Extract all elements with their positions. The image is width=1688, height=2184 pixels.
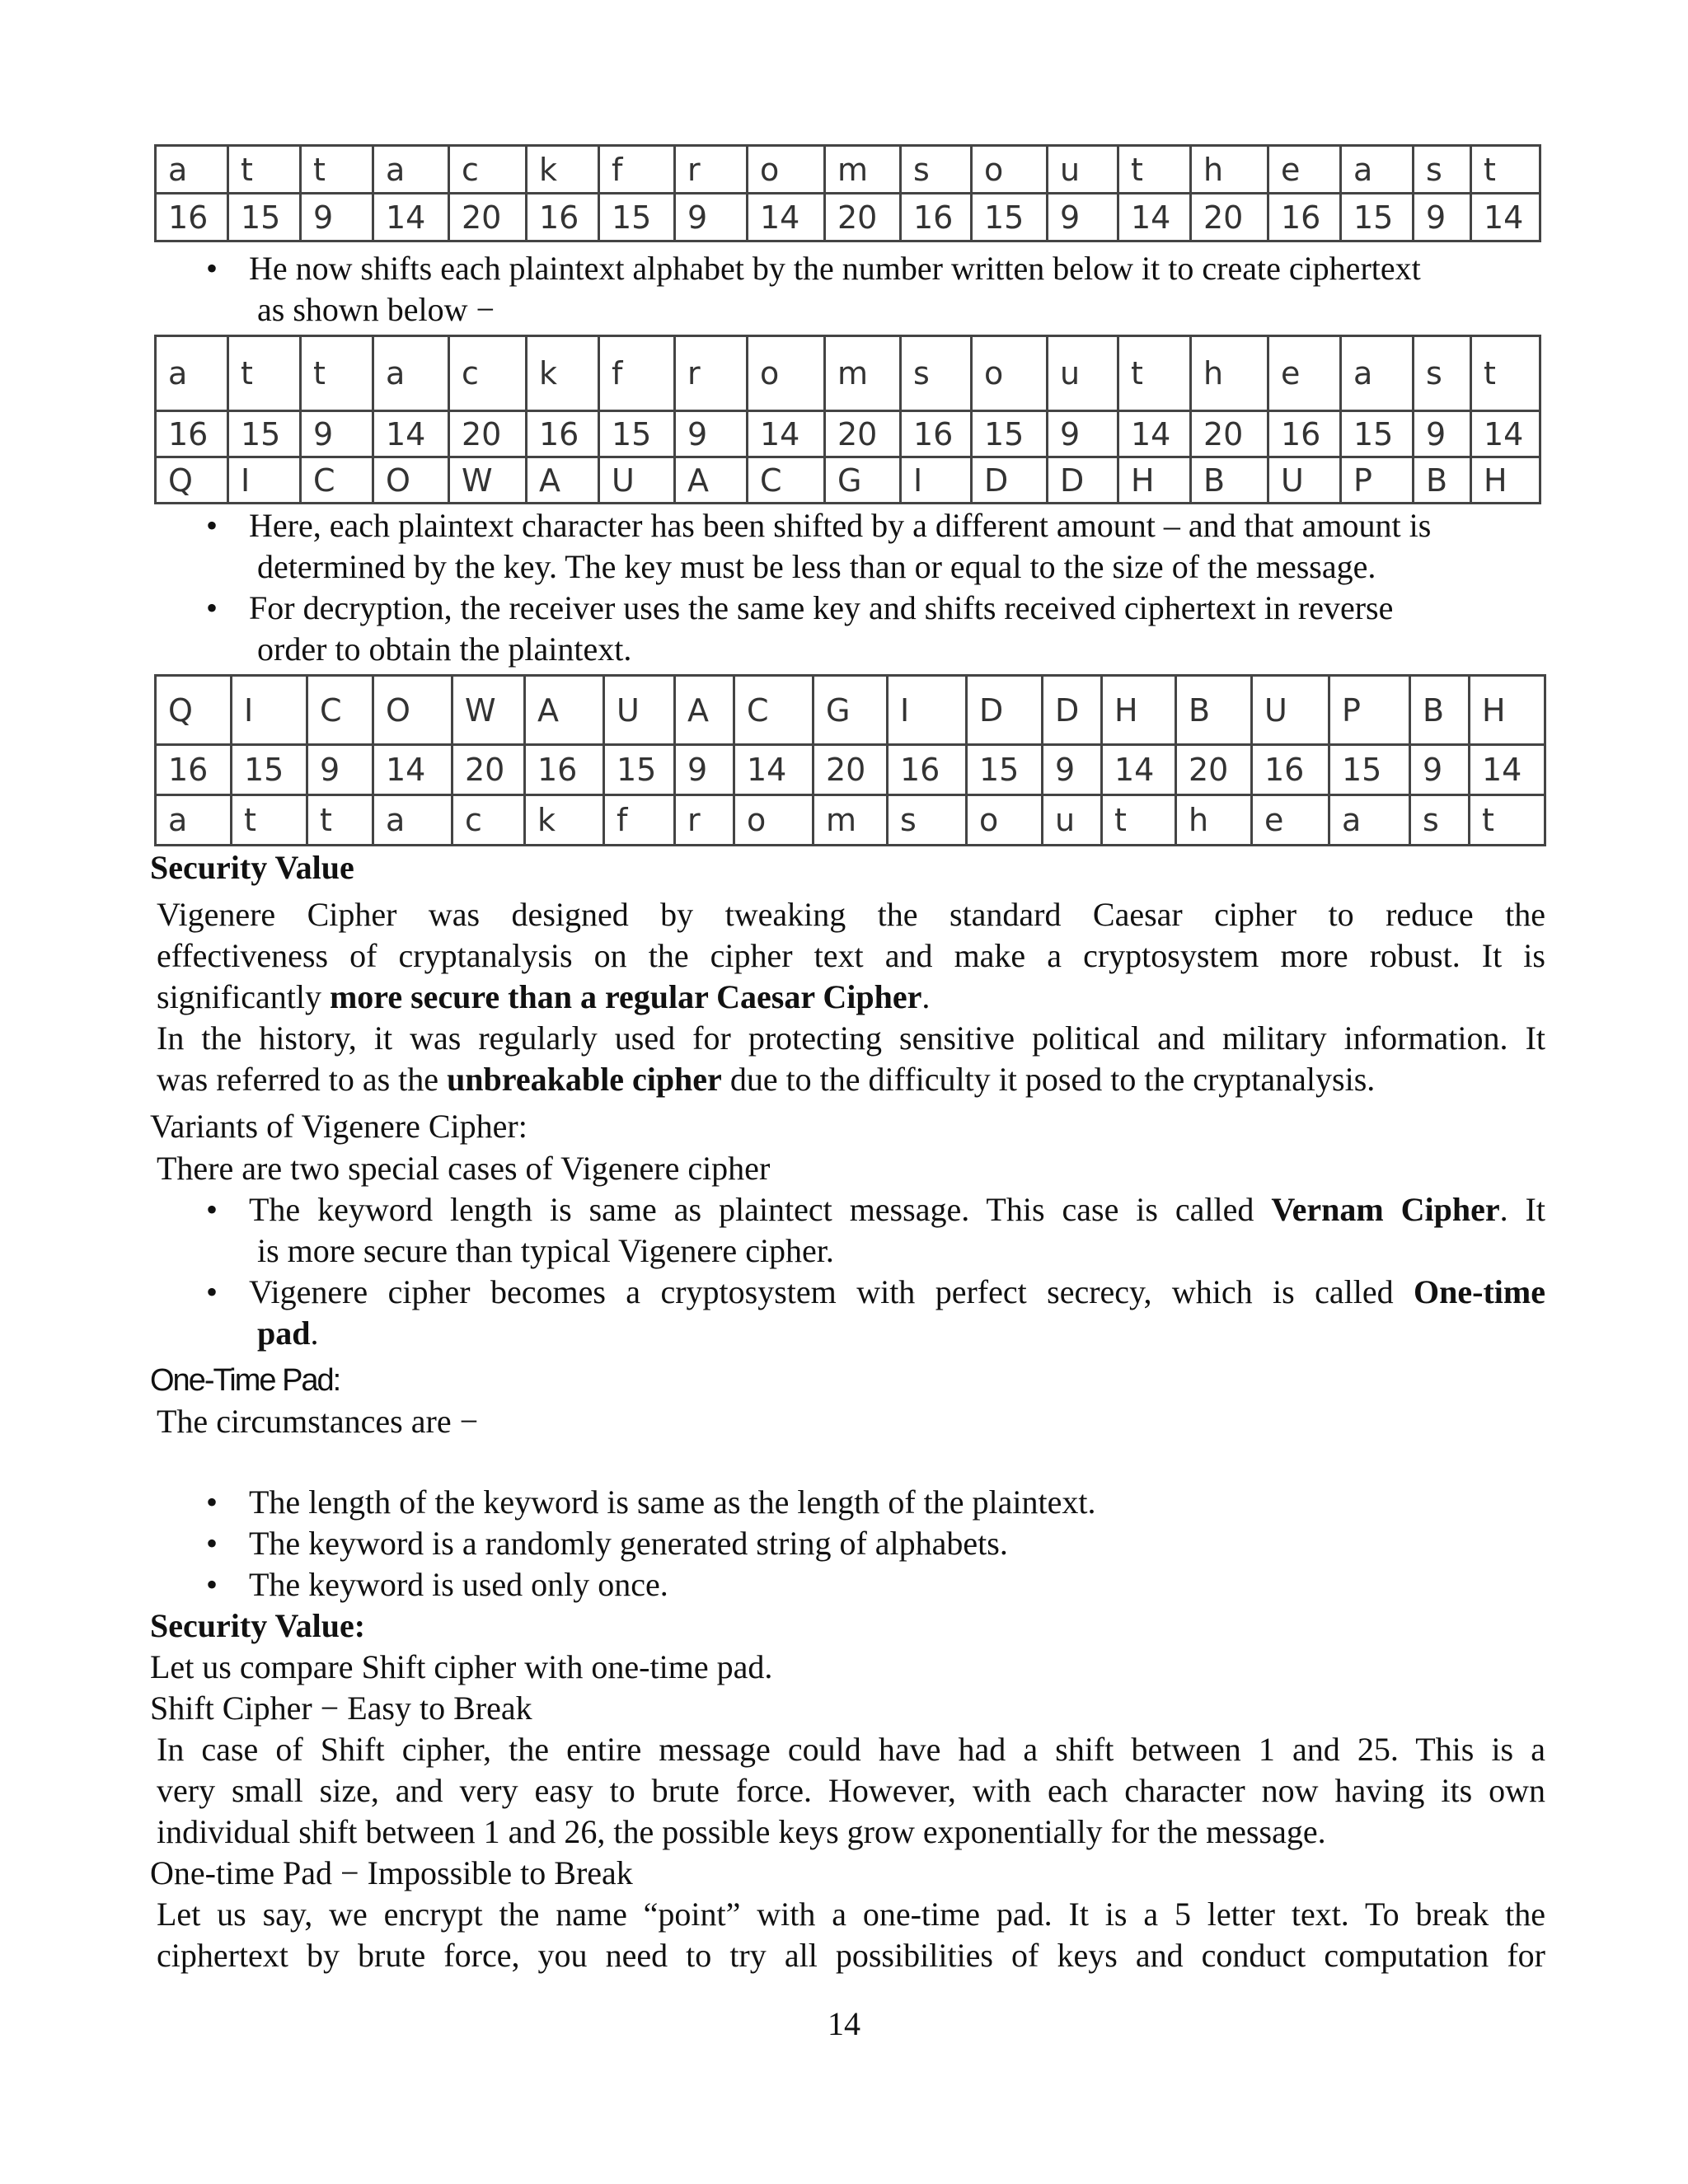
text-line: He now shifts each plaintext alphabet by the number written below it to create ciphertext <box>249 250 1421 287</box>
otp-intro: The circumstances are − <box>157 1403 479 1440</box>
text-line: determined by the key. The key must be less than or equal to the size of the message. <box>257 548 1376 585</box>
plaintext-row <box>156 146 1540 194</box>
key-number-cell: 16 <box>525 745 604 795</box>
plaintext-cell: e <box>1252 795 1329 846</box>
key-number-cell: 14 <box>373 194 449 241</box>
key-number-cell: 20 <box>1191 194 1268 241</box>
text-fragment: Vigenere cipher becomes a cryptosystem with perfect secrecy, which is called <box>249 1273 1414 1310</box>
shift-cipher-heading: Shift Cipher − Easy to Break <box>150 1690 532 1727</box>
ciphertext-cell: C <box>734 676 814 745</box>
key-number-cell: 9 <box>1414 411 1471 457</box>
key-number-cell: 15 <box>232 745 307 795</box>
bold-phrase: pad <box>257 1315 311 1352</box>
plaintext-cell: t <box>228 146 301 194</box>
ciphertext-cell: O <box>373 457 449 504</box>
bullet-icon: • <box>206 1483 218 1521</box>
plaintext-cell: u <box>1048 336 1118 411</box>
text-line: Vigenere Cipher was designed by tweaking the standard Caesar cipher to reduce the <box>157 896 1545 933</box>
compare-intro: Let us compare Shift cipher with one-time pad. <box>150 1648 773 1685</box>
plaintext-cell: f <box>599 336 675 411</box>
text-line: ciphertext by brute force, you need to try all possibilities of keys and conduct computation for <box>157 1937 1545 1974</box>
key-number-cell: 9 <box>675 411 748 457</box>
plaintext-cell: e <box>1268 336 1341 411</box>
bold-phrase: unbreakable cipher <box>447 1061 722 1098</box>
bullet-icon: • <box>206 250 218 287</box>
plaintext-cell: u <box>1043 795 1102 846</box>
key-number-cell: 15 <box>1341 411 1414 457</box>
section-heading-one-time-pad: One-Time Pad: <box>150 1363 340 1398</box>
text-line: The length of the keyword is same as the length of the plaintext. <box>249 1483 1096 1521</box>
key-number-cell: 16 <box>1268 194 1341 241</box>
key-number-cell: 20 <box>449 411 527 457</box>
ciphertext-cell: W <box>452 676 525 745</box>
plaintext-cell: t <box>1471 146 1540 194</box>
plaintext-row <box>156 795 1545 846</box>
plaintext-cell: t <box>301 146 373 194</box>
plaintext-cell: t <box>301 336 373 411</box>
key-number-cell: 14 <box>1471 194 1540 241</box>
key-number-cell: 15 <box>599 194 675 241</box>
plaintext-cell: e <box>1268 146 1341 194</box>
plaintext-cell: a <box>156 795 232 846</box>
key-number-cell: 14 <box>373 745 452 795</box>
ciphertext-cell: D <box>967 676 1043 745</box>
key-number-cell: 14 <box>1118 411 1191 457</box>
text-fragment: . It <box>1499 1191 1545 1228</box>
text-line: Here, each plaintext character has been shifted by a different amount – and that amount is <box>249 507 1432 544</box>
ciphertext-cell: B <box>1410 676 1470 745</box>
decrypt-table-3 <box>154 674 1546 846</box>
ciphertext-cell: A <box>675 676 734 745</box>
key-number-cell: 16 <box>156 411 228 457</box>
key-number-cell: 20 <box>1176 745 1252 795</box>
plaintext-cell: a <box>1341 336 1414 411</box>
section-heading-variants: Variants of Vigenere Cipher: <box>150 1108 528 1145</box>
plaintext-cell: m <box>825 336 901 411</box>
key-number-cell: 14 <box>373 411 449 457</box>
plaintext-cell: o <box>972 336 1048 411</box>
plaintext-cell: r <box>675 795 734 846</box>
bullet-icon: • <box>206 1525 218 1562</box>
key-number-cell: 9 <box>1048 194 1118 241</box>
key-number-row <box>156 745 1545 795</box>
plaintext-cell: t <box>1118 336 1191 411</box>
plaintext-cell: t <box>232 795 307 846</box>
key-number-cell: 9 <box>1410 745 1470 795</box>
plaintext-cell: f <box>604 795 675 846</box>
plaintext-cell: r <box>675 146 748 194</box>
key-number-cell: 9 <box>301 194 373 241</box>
plaintext-cell: s <box>1414 146 1471 194</box>
plaintext-row <box>156 336 1540 411</box>
text-fragment: significantly <box>157 978 330 1015</box>
key-number-cell: 15 <box>967 745 1043 795</box>
ciphertext-cell: U <box>604 676 675 745</box>
otp-impossible-heading: One-time Pad − Impossible to Break <box>150 1854 633 1891</box>
key-number-cell: 9 <box>307 745 373 795</box>
ciphertext-cell: I <box>228 457 301 504</box>
ciphertext-cell: H <box>1471 457 1540 504</box>
key-number-cell: 14 <box>1118 194 1191 241</box>
plaintext-cell: t <box>307 795 373 846</box>
key-number-cell: 20 <box>1191 411 1268 457</box>
text-line <box>249 1189 1545 1230</box>
key-number-cell: 16 <box>156 194 228 241</box>
ciphertext-cell: D <box>972 457 1048 504</box>
key-number-cell: 16 <box>888 745 967 795</box>
plaintext-cell: s <box>1414 336 1471 411</box>
ciphertext-cell: H <box>1470 676 1545 745</box>
bullet-icon: • <box>206 1191 218 1228</box>
key-table-1 <box>154 144 1541 242</box>
cipher-table-2 <box>154 335 1541 504</box>
ciphertext-cell: W <box>449 457 527 504</box>
ciphertext-cell: C <box>307 676 373 745</box>
plaintext-cell: a <box>373 336 449 411</box>
text-line: The keyword is used only once. <box>249 1566 668 1603</box>
key-number-cell: 9 <box>1414 194 1471 241</box>
key-number-cell: 9 <box>1048 411 1118 457</box>
key-number-cell: 9 <box>675 194 748 241</box>
key-number-cell: 14 <box>748 411 825 457</box>
key-number-cell: 14 <box>734 745 814 795</box>
plaintext-cell: t <box>1118 146 1191 194</box>
text-line <box>249 1313 1545 1354</box>
plaintext-cell: s <box>901 146 972 194</box>
plaintext-cell: o <box>972 146 1048 194</box>
plaintext-cell: f <box>599 146 675 194</box>
ciphertext-cell: B <box>1191 457 1268 504</box>
ciphertext-cell: Q <box>156 676 232 745</box>
paragraph-security-2 <box>157 1018 1545 1100</box>
ciphertext-cell: I <box>232 676 307 745</box>
plaintext-cell: c <box>449 146 527 194</box>
bullet-icon: • <box>206 507 218 544</box>
key-number-cell: 20 <box>449 194 527 241</box>
ciphertext-cell: C <box>748 457 825 504</box>
ciphertext-cell: U <box>599 457 675 504</box>
ciphertext-row <box>156 676 1545 745</box>
text-fragment: was referred to as the <box>157 1061 448 1098</box>
plaintext-cell: m <box>825 146 901 194</box>
plaintext-cell: a <box>156 336 228 411</box>
key-number-cell: 14 <box>748 194 825 241</box>
ciphertext-cell: H <box>1118 457 1191 504</box>
plaintext-cell: k <box>527 336 599 411</box>
ciphertext-cell: B <box>1414 457 1471 504</box>
section-heading-security-value-2: Security Value: <box>150 1607 366 1644</box>
key-number-cell: 15 <box>972 194 1048 241</box>
plaintext-cell: t <box>1102 795 1176 846</box>
plaintext-cell: o <box>734 795 814 846</box>
bullet-icon: • <box>206 1566 218 1603</box>
ciphertext-cell: D <box>1043 676 1102 745</box>
bullet-icon: • <box>206 589 218 626</box>
ciphertext-cell: I <box>888 676 967 745</box>
ciphertext-cell: H <box>1102 676 1176 745</box>
key-number-cell: 16 <box>527 411 599 457</box>
key-number-cell: 16 <box>1252 745 1329 795</box>
section-heading-security-value: Security Value <box>150 849 354 886</box>
text-line: In case of Shift cipher, the entire message could have had a shift between 1 and 25. This is a <box>157 1731 1545 1768</box>
ciphertext-cell: G <box>825 457 901 504</box>
key-number-row <box>156 194 1540 241</box>
plaintext-cell: a <box>373 146 449 194</box>
plaintext-cell: a <box>373 795 452 846</box>
plaintext-cell: s <box>888 795 967 846</box>
key-number-cell: 20 <box>452 745 525 795</box>
ciphertext-cell: P <box>1329 676 1410 745</box>
text-line: very small size, and very easy to brute force. However, with each character now having its own <box>157 1772 1545 1809</box>
plaintext-cell: u <box>1048 146 1118 194</box>
ciphertext-cell: Q <box>156 457 228 504</box>
plaintext-cell: m <box>814 795 888 846</box>
paragraph-shift-cipher <box>157 1729 1545 1853</box>
bold-phrase: One-time <box>1414 1273 1545 1310</box>
key-number-row <box>156 411 1540 457</box>
paragraph-otp <box>157 1894 1545 1976</box>
text-line: In the history, it was regularly used for protecting sensitive political and military information. It <box>157 1019 1545 1057</box>
key-number-cell: 14 <box>1471 411 1540 457</box>
ciphertext-cell: C <box>301 457 373 504</box>
key-number-cell: 20 <box>814 745 888 795</box>
plaintext-cell: o <box>748 336 825 411</box>
key-number-cell: 20 <box>825 194 901 241</box>
key-number-cell: 15 <box>972 411 1048 457</box>
key-number-cell: 20 <box>825 411 901 457</box>
variants-intro: There are two special cases of Vigenere cipher <box>157 1150 771 1187</box>
plaintext-cell: s <box>1410 795 1470 846</box>
text-line <box>157 1059 1545 1100</box>
ciphertext-cell: A <box>675 457 748 504</box>
paragraph-security-1 <box>157 894 1545 1018</box>
plaintext-cell: o <box>967 795 1043 846</box>
text-line: individual shift between 1 and 26, the possible keys grow exponentially for the message. <box>157 1813 1326 1850</box>
ciphertext-cell: U <box>1268 457 1341 504</box>
ciphertext-cell: U <box>1252 676 1329 745</box>
text-line: Let us say, we encrypt the name “point” with a one-time pad. It is a 5 letter text. To break the <box>157 1896 1545 1933</box>
key-number-cell: 16 <box>901 194 972 241</box>
key-number-cell: 15 <box>228 411 301 457</box>
plaintext-cell: h <box>1191 336 1268 411</box>
text-line <box>249 1272 1545 1313</box>
plaintext-cell: a <box>1329 795 1410 846</box>
key-number-cell: 9 <box>301 411 373 457</box>
key-number-cell: 15 <box>228 194 301 241</box>
plaintext-cell: k <box>527 146 599 194</box>
ciphertext-cell: B <box>1176 676 1252 745</box>
key-number-cell: 15 <box>1329 745 1410 795</box>
ciphertext-cell: O <box>373 676 452 745</box>
ciphertext-cell: A <box>525 676 604 745</box>
bullet-icon: • <box>206 1273 218 1310</box>
ciphertext-cell: G <box>814 676 888 745</box>
plaintext-cell: t <box>1470 795 1545 846</box>
plaintext-cell: a <box>156 146 228 194</box>
plaintext-cell: o <box>748 146 825 194</box>
page-number: 14 <box>828 2005 860 2042</box>
ciphertext-cell: D <box>1048 457 1118 504</box>
plaintext-cell: k <box>525 795 604 846</box>
key-number-cell: 15 <box>1341 194 1414 241</box>
key-number-cell: 16 <box>1268 411 1341 457</box>
key-number-cell: 16 <box>901 411 972 457</box>
text-line: is more secure than typical Vigenere cipher. <box>257 1232 834 1269</box>
ciphertext-cell: I <box>901 457 972 504</box>
key-number-cell: 15 <box>604 745 675 795</box>
plaintext-cell: c <box>449 336 527 411</box>
key-number-cell: 14 <box>1102 745 1176 795</box>
text-line: effectiveness of cryptanalysis on the cipher text and make a cryptosystem more robust. It is <box>157 937 1545 974</box>
plaintext-cell: s <box>901 336 972 411</box>
plaintext-cell: c <box>452 795 525 846</box>
plaintext-cell: t <box>228 336 301 411</box>
ciphertext-row <box>156 457 1540 504</box>
text-line: order to obtain the plaintext. <box>257 630 632 668</box>
key-number-cell: 9 <box>675 745 734 795</box>
text-fragment: due to the difficulty it posed to the cryptanalysis. <box>721 1061 1376 1098</box>
bold-phrase: Vernam Cipher <box>1271 1191 1500 1228</box>
text-line: The keyword is a randomly generated string of alphabets. <box>249 1525 1008 1562</box>
key-number-cell: 14 <box>1470 745 1545 795</box>
plaintext-cell: a <box>1341 146 1414 194</box>
key-number-cell: 16 <box>527 194 599 241</box>
key-number-cell: 15 <box>599 411 675 457</box>
text-line <box>157 977 1545 1018</box>
plaintext-cell: h <box>1176 795 1252 846</box>
text-fragment: . <box>310 1315 319 1352</box>
plaintext-cell: r <box>675 336 748 411</box>
bold-phrase: more secure than a regular Caesar Cipher <box>329 978 922 1015</box>
text-line: as shown below − <box>257 291 495 328</box>
text-line: For decryption, the receiver uses the same key and shifts received ciphertext in reverse <box>249 589 1394 626</box>
text-fragment: . <box>921 978 931 1015</box>
ciphertext-cell: P <box>1341 457 1414 504</box>
ciphertext-cell: A <box>527 457 599 504</box>
key-number-cell: 16 <box>156 745 232 795</box>
text-fragment: The keyword length is same as plaintect message. This case is called <box>249 1191 1272 1228</box>
plaintext-cell: t <box>1471 336 1540 411</box>
plaintext-cell: h <box>1191 146 1268 194</box>
key-number-cell: 9 <box>1043 745 1102 795</box>
